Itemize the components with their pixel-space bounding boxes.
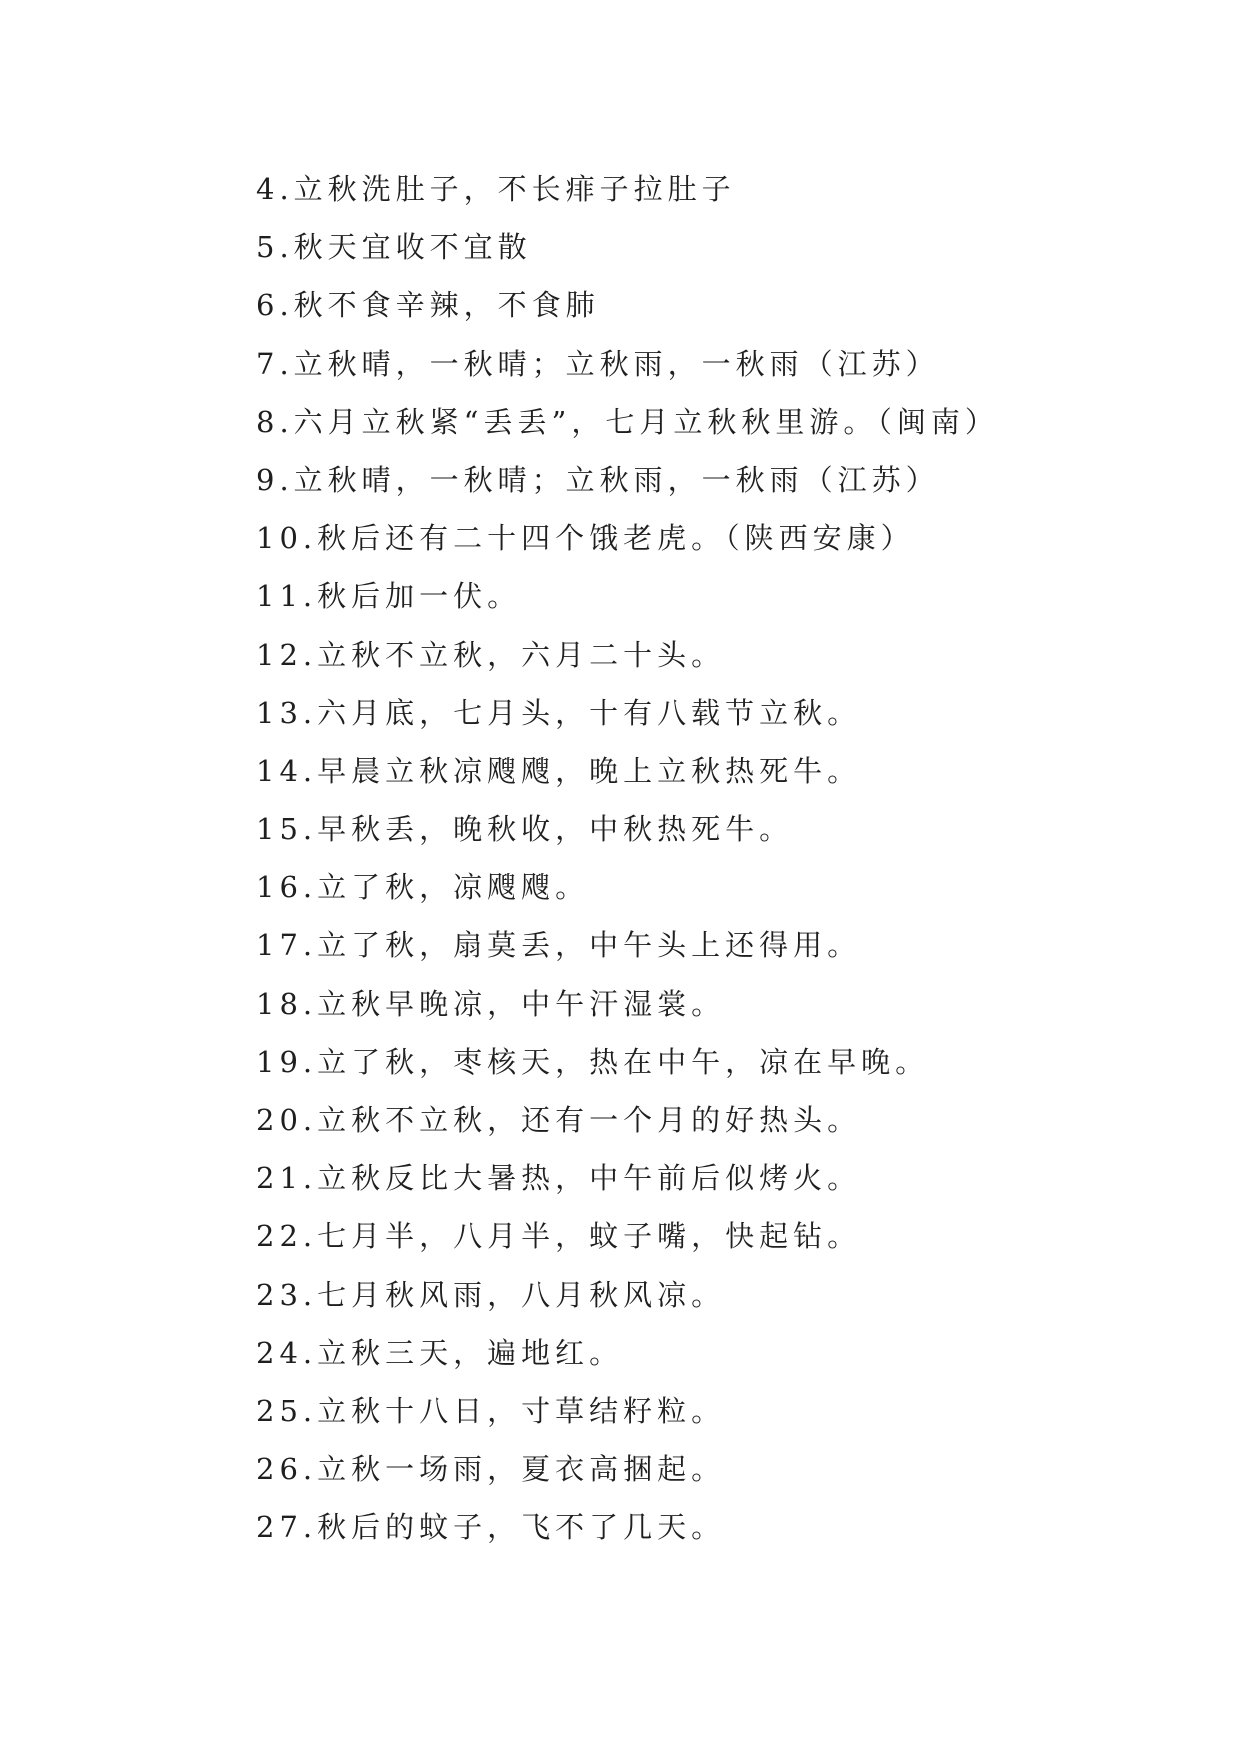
list-item: 27.秋后的蚊子，飞不了几天。	[256, 1510, 726, 1545]
list-item: 23.七月秋风雨，八月秋风凉。	[256, 1277, 726, 1312]
list-item: 10.秋后还有二十四个饿老虎。（陕西安康）	[256, 521, 915, 556]
list-item: 11.秋后加一伏。	[256, 579, 522, 614]
list-item: 12.立秋不立秋，六月二十头。	[256, 637, 726, 672]
list-item: 17.立了秋，扇莫丢，中午头上还得用。	[256, 928, 862, 963]
list-item: 26.立秋一场雨，夏衣高捆起。	[256, 1452, 726, 1487]
list-item: 24.立秋三天，遍地红。	[256, 1335, 624, 1370]
list-item: 22.七月半，八月半，蚊子嘴，快起钻。	[256, 1219, 862, 1254]
list-item: 20.立秋不立秋，还有一个月的好热头。	[256, 1103, 862, 1137]
list-item: 18.立秋早晚凉，中午汗湿裳。	[256, 986, 726, 1021]
list-item: 15.早秋丢，晚秋收，中秋热死牛。	[256, 812, 794, 847]
list-item: 4.立秋洗肚子，不长痱子拉肚子	[256, 172, 736, 206]
list-item: 14.早晨立秋凉飕飕，晚上立秋热死牛。	[256, 753, 862, 788]
list-item: 13.六月底，七月头，十有八载节立秋。	[256, 695, 862, 730]
list-item: 9.立秋晴，一秋晴；立秋雨，一秋雨（江苏）	[256, 462, 940, 497]
list-item: 6.秋不食辛辣，不食肺	[256, 288, 600, 323]
list-item: 7.立秋晴，一秋晴；立秋雨，一秋雨（江苏）	[256, 346, 940, 381]
list-item: 16.立了秋，凉飕飕。	[256, 870, 590, 905]
list-item: 25.立秋十八日，寸草结籽粒。	[256, 1393, 726, 1428]
list-item: 19.立了秋，枣核天，热在中午，凉在早晚。	[256, 1044, 930, 1079]
list-item: 5.秋天宜收不宜散	[256, 230, 532, 265]
proverb-list	[256, 160, 1156, 1557]
list-item: 21.立秋反比大暑热，中午前后似烤火。	[256, 1161, 862, 1196]
list-item: 8.六月立秋紧“丢丢”，七月立秋秋里游。（闽南）	[256, 404, 999, 439]
